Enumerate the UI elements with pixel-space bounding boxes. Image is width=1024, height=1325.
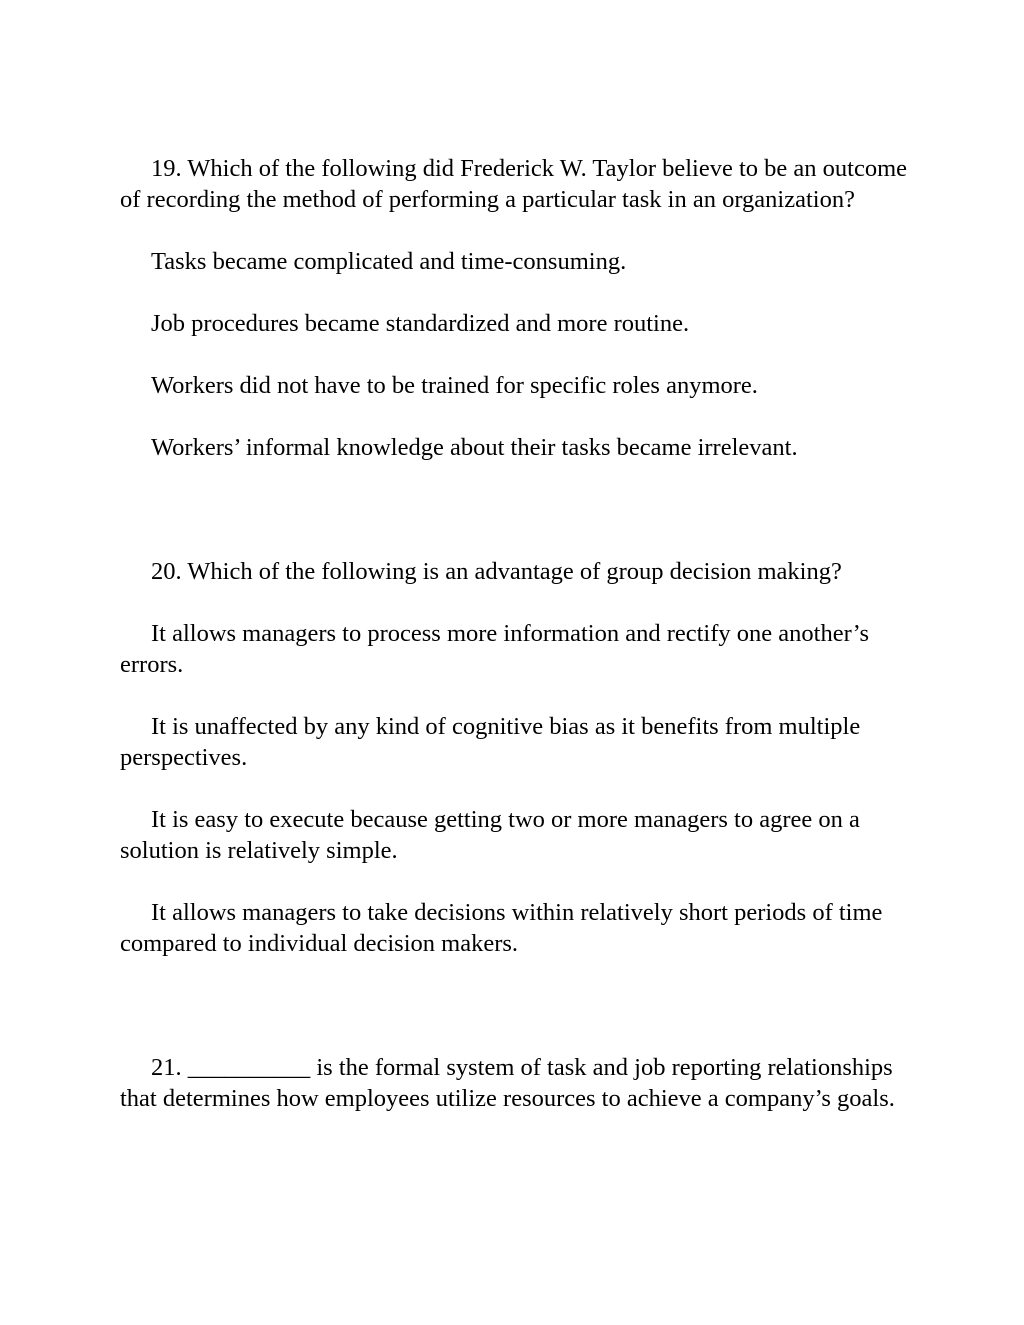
question-stem: 19. Which of the following did Frederick W. Taylor believe to be an outcome of recording the method of performing a particular task in an organization? bbox=[120, 155, 908, 213]
document-page bbox=[120, 153, 910, 1114]
answer-option: Job procedures became standardized and more routine. bbox=[151, 310, 690, 337]
question-stem: 21. __________ is the formal system of task and job reporting relationships that determines how employees utilize resources to achieve a company’s goals. bbox=[120, 1054, 895, 1112]
question-20 bbox=[120, 556, 910, 959]
answer-option: It allows managers to take decisions within relatively short periods of time compared to individual decision makers. bbox=[120, 899, 883, 957]
answer-option: Workers’ informal knowledge about their tasks became irrelevant. bbox=[151, 434, 798, 461]
answer-option: It is easy to execute because getting two or more managers to agree on a solution is relatively simple. bbox=[120, 806, 860, 864]
answer-option: It allows managers to process more information and rectify one another’s errors. bbox=[120, 620, 869, 678]
question-19 bbox=[120, 153, 910, 463]
answer-option: Tasks became complicated and time-consuming. bbox=[151, 248, 627, 275]
question-stem: 20. Which of the following is an advantage of group decision making? bbox=[151, 558, 842, 585]
answer-option: It is unaffected by any kind of cognitive bias as it benefits from multiple perspectives. bbox=[120, 713, 861, 771]
answer-option: Workers did not have to be trained for specific roles anymore. bbox=[151, 372, 758, 399]
question-21 bbox=[120, 1052, 910, 1114]
